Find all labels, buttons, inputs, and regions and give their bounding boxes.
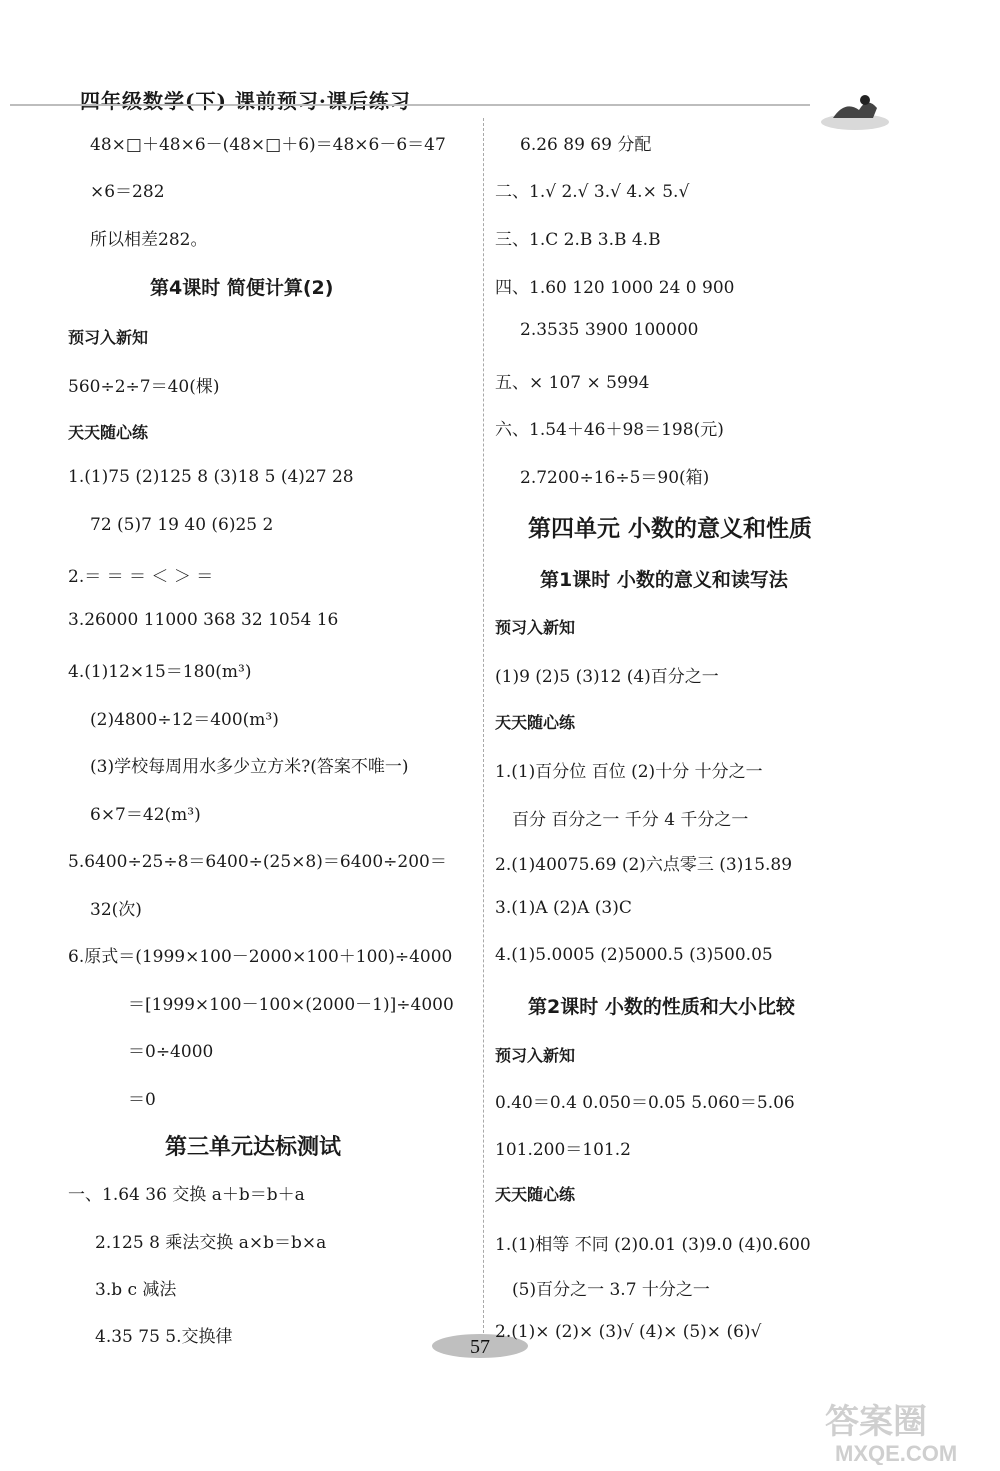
right-line-10: 预习入新知 [495,618,576,637]
left-line-10: 3.26000 11000 368 32 1054 16 [68,610,339,630]
watermark-logo [820,1395,995,1465]
right-line-25: 2.(1)× (2)× (3)√ (4)× (5)× (6)√ [495,1322,762,1342]
right-line-5: 五、× 107 × 5994 [495,373,650,393]
left-line-2: 所以相差282。 [90,230,208,250]
left-line-12: (2)4800÷12＝400(m³) [90,710,279,730]
left-line-9: 2.＝ ＝ ＝ ＜ ＞ ＝ [68,567,214,587]
left-line-19: ＝0÷4000 [128,1042,214,1062]
right-line-0: 6.26 89 69 分配 [520,135,652,155]
left-line-21: 第三单元达标测试 [165,1135,342,1160]
right-line-1: 二、1.√ 2.√ 3.√ 4.× 5.√ [495,182,690,202]
left-line-15: 5.6400÷25÷8＝6400÷(25×8)＝6400÷200＝ [68,852,447,872]
left-line-20: ＝0 [128,1090,156,1110]
left-line-8: 72 (5)7 19 40 (6)25 2 [90,515,274,535]
right-line-21: 101.200＝101.2 [495,1140,631,1160]
right-line-4: 2.3535 3900 100000 [520,320,699,340]
left-line-7: 1.(1)75 (2)125 8 (3)18 5 (4)27 28 [68,467,354,487]
left-line-22: 一、1.64 36 交换 a＋b＝b＋a [68,1185,305,1205]
left-line-3: 第4课时 简便计算(2) [150,277,334,299]
left-line-6: 天天随心练 [68,423,149,442]
right-line-8: 第四单元 小数的意义和性质 [528,516,813,542]
right-line-9: 第1课时 小数的意义和读写法 [540,569,788,591]
right-line-14: 百分 百分之一 千分 4 千分之一 [512,810,749,830]
right-line-6: 六、1.54＋46＋98＝198(元) [495,420,724,440]
left-line-0: 48×□＋48×6－(48×□＋6)＝48×6－6＝47 [90,135,446,155]
reading-figure-icon [815,88,895,136]
left-line-18: ＝[1999×100－100×(2000－1)]÷4000 [128,995,454,1015]
left-line-5: 560÷2÷7＝40(棵) [68,377,220,397]
right-line-11: (1)9 (2)5 (3)12 (4)百分之一 [495,667,719,687]
left-line-25: 4.35 75 5.交换律 [95,1327,233,1347]
right-line-16: 3.(1)A (2)A (3)C [495,898,632,918]
left-line-13: (3)学校每周用水多少立方米?(答案不唯一) [90,757,409,777]
watermark-url: MXQE.COM [835,1441,958,1465]
right-line-12: 天天随心练 [495,713,576,732]
right-line-2: 三、1.C 2.B 3.B 4.B [495,230,661,250]
right-line-23: 1.(1)相等 不同 (2)0.01 (3)9.0 (4)0.600 [495,1235,811,1255]
right-line-18: 第2课时 小数的性质和大小比较 [528,996,795,1018]
column-divider [483,118,484,1338]
right-line-22: 天天随心练 [495,1185,576,1204]
left-line-1: ×6＝282 [90,182,165,202]
left-line-4: 预习入新知 [68,328,149,347]
header-rule [10,104,810,106]
right-line-24: (5)百分之一 3.7 十分之一 [512,1280,710,1300]
page-header-title: 四年级数学(下) 课前预习·课后练习 [80,89,411,113]
page-number: 57 [470,1336,490,1358]
right-line-15: 2.(1)40075.69 (2)六点零三 (3)15.89 [495,855,793,875]
right-line-17: 4.(1)5.0005 (2)5000.5 (3)500.05 [495,945,773,965]
left-line-24: 3.b c 减法 [95,1280,177,1300]
right-line-7: 2.7200÷16÷5＝90(箱) [520,468,710,488]
left-line-17: 6.原式＝(1999×100－2000×100＋100)÷4000 [68,947,453,967]
right-line-13: 1.(1)百分位 百位 (2)十分 十分之一 [495,762,763,782]
right-line-20: 0.40＝0.4 0.050＝0.05 5.060＝5.06 [495,1093,795,1113]
right-line-3: 四、1.60 120 1000 24 0 900 [495,278,735,298]
left-line-23: 2.125 8 乘法交换 a×b＝b×a [95,1233,327,1253]
left-line-16: 32(次) [90,900,142,920]
right-line-19: 预习入新知 [495,1046,576,1065]
left-line-14: 6×7＝42(m³) [90,805,201,825]
watermark-text: 答案圈 [825,1402,927,1442]
left-line-11: 4.(1)12×15＝180(m³) [68,662,252,682]
